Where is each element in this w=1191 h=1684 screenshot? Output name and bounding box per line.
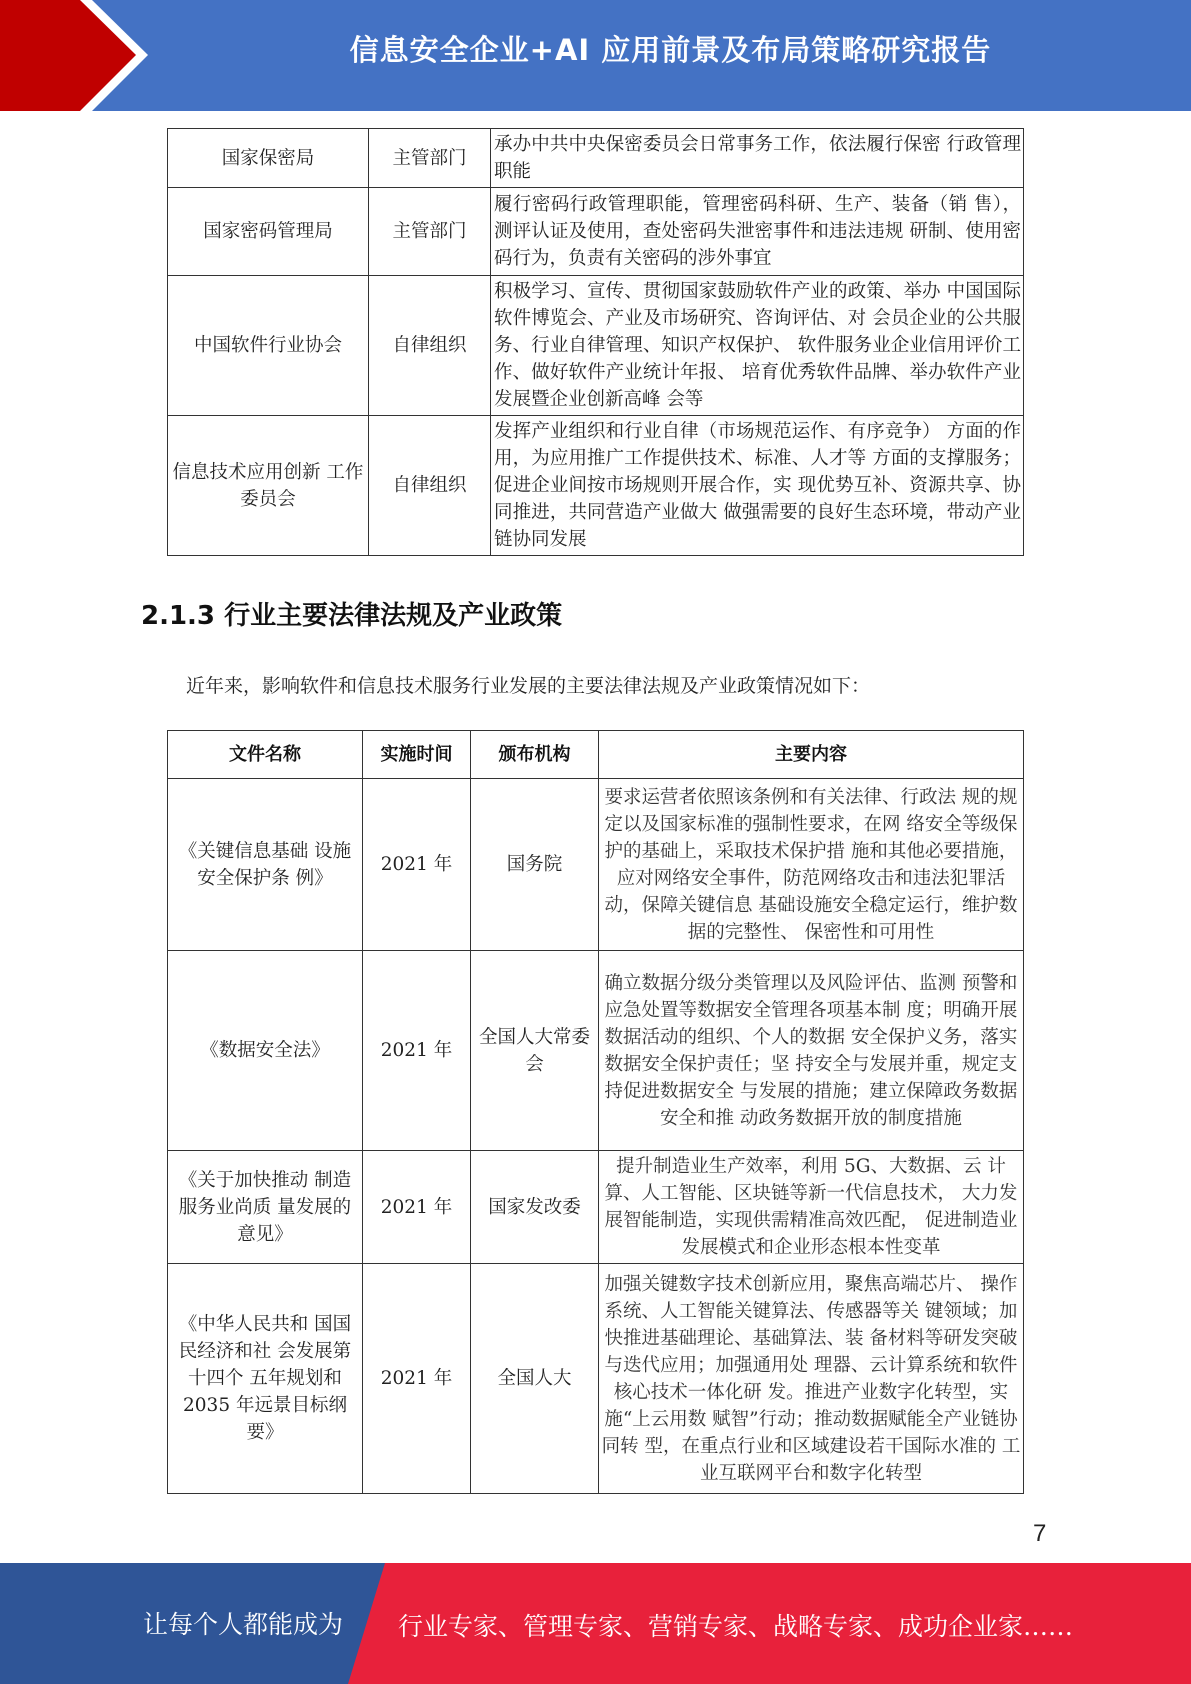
- agency-name: 信息技术应用创新 工作委员会: [168, 416, 369, 556]
- footer-slogan-right: 行业专家、管理专家、营销专家、战略专家、成功企业家……: [398, 1612, 1074, 1641]
- issuing-body: 全国人大常委会: [471, 951, 599, 1151]
- document-name: 《数据安全法》: [168, 951, 363, 1151]
- table-header-row: [168, 731, 1024, 779]
- effective-year: 2021 年: [363, 779, 471, 951]
- effective-year: 2021 年: [363, 1151, 471, 1264]
- column-header-date: 实施时间: [363, 731, 471, 779]
- page-number: 7: [1033, 1520, 1047, 1547]
- agency-name: 中国软件行业协会: [168, 276, 369, 416]
- footer-slogan-left: 让每个人都能成为: [143, 1610, 344, 1639]
- policy-table: [167, 730, 1024, 1494]
- effective-year: 2021 年: [363, 951, 471, 1151]
- table-row: [168, 129, 1024, 188]
- main-content: 要求运营者依照该条例和有关法律、行政法 规的规定以及国家标准的强制性要求，在网 络安全等级保护的基础上，采取技术保护措 施和其他必要措施，应对网络安全事件，防范网络攻击和违法犯罪活动，保障关键信息 基础设施安全稳定运行，维护数据的完整性、 保密性和可用性: [599, 779, 1024, 951]
- agency-description: 积极学习、宣传、贯彻国家鼓励软件产业的政策、举办 中国国际软件博览会、产业及市场研究、咨询评估、对 会员企业的公共服务、行业自律管理、知识产权保护、 软件服务业企业信用评价工作、做好软件产业统计年报、 培育优秀软件品牌、举办软件产业发展暨企业创新高峰 会等: [491, 276, 1024, 416]
- effective-year: 2021 年: [363, 1264, 471, 1494]
- header-arrow-decoration: [0, 0, 160, 111]
- issuing-body: 国家发改委: [471, 1151, 599, 1264]
- table-row: [168, 1151, 1024, 1264]
- agency-description: 履行密码行政管理职能，管理密码科研、生产、装备（销 售），测评认证及使用，查处密码失泄密事件和违法违规 研制、使用密码行为，负责有关密码的涉外事宜: [491, 188, 1024, 276]
- table-row: [168, 276, 1024, 416]
- issuing-body: 全国人大: [471, 1264, 599, 1494]
- table-row: [168, 1264, 1024, 1494]
- agency-name: 国家密码管理局: [168, 188, 369, 276]
- table-row: [168, 188, 1024, 276]
- document-name: 《关键信息基础 设施安全保护条 例》: [168, 779, 363, 951]
- document-name: 《中华人民共和 国国民经济和社 会发展第十四个 五年规划和 2035 年远景目标纲要》: [168, 1264, 363, 1494]
- agency-type: 主管部门: [369, 188, 491, 276]
- section-intro: 近年来，影响软件和信息技术服务行业发展的主要法律法规及产业政策情况如下：: [186, 675, 871, 697]
- page-footer: [0, 1563, 1191, 1684]
- agency-type: 自律组织: [369, 276, 491, 416]
- main-content: 加强关键数字技术创新应用，聚焦高端芯片、 操作系统、人工智能关键算法、传感器等关 键领域；加快推进基础理论、基础算法、装 备材料等研发突破与迭代应用；加强通用处 理器、云计算系统和软件核心技术一体化研 发。推进产业数字化转型，实施“上云用数 赋智”行动；推动数据赋能全产业链协同转 型，在重点行业和区域建设若干国际水准的 工业互联网平台和数字化转型: [599, 1264, 1024, 1494]
- issuing-body: 国务院: [471, 779, 599, 951]
- table-row: [168, 416, 1024, 556]
- regulator-table: [167, 128, 1024, 556]
- column-header-document: 文件名称: [168, 731, 363, 779]
- agency-type: 自律组织: [369, 416, 491, 556]
- main-content: 提升制造业生产效率，利用 5G、大数据、云 计算、人工智能、区块链等新一代信息技术， 大力发展智能制造，实现供需精准高效匹配， 促进制造业发展模式和企业形态根本性变革: [599, 1151, 1024, 1264]
- report-title: 信息安全企业+AI 应用前景及布局策略研究报告: [349, 33, 992, 67]
- agency-description: 承办中共中央保密委员会日常事务工作，依法履行保密 行政管理职能: [491, 129, 1024, 188]
- column-header-content: 主要内容: [599, 731, 1024, 779]
- table-row: [168, 951, 1024, 1151]
- agency-description: 发挥产业组织和行业自律（市场规范运作、有序竞争） 方面的作用，为应用推广工作提供技术、标准、人才等 方面的支撑服务；促进企业间按市场规则开展合作，实 现优势互补、资源共享、协同推进，共同营造产业做大 做强需要的良好生态环境，带动产业链协同发展: [491, 416, 1024, 556]
- document-name: 《关于加快推动 制造服务业尚质 量发展的意见》: [168, 1151, 363, 1264]
- section-heading: 2.1.3 行业主要法律法规及产业政策: [141, 601, 563, 631]
- column-header-issuer: 颁布机构: [471, 731, 599, 779]
- agency-type: 主管部门: [369, 129, 491, 188]
- main-content: 确立数据分级分类管理以及风险评估、监测 预警和应急处置等数据安全管理各项基本制 度；明确开展数据活动的组织、个人的数据 安全保护义务，落实数据安全保护责任；坚 持安全与发展并重，规定支持促进数据安全 与发展的措施；建立保障政务数据安全和推 动政务数据开放的制度措施: [599, 951, 1024, 1151]
- agency-name: 国家保密局: [168, 129, 369, 188]
- page-header: [0, 0, 1191, 111]
- table-row: [168, 779, 1024, 951]
